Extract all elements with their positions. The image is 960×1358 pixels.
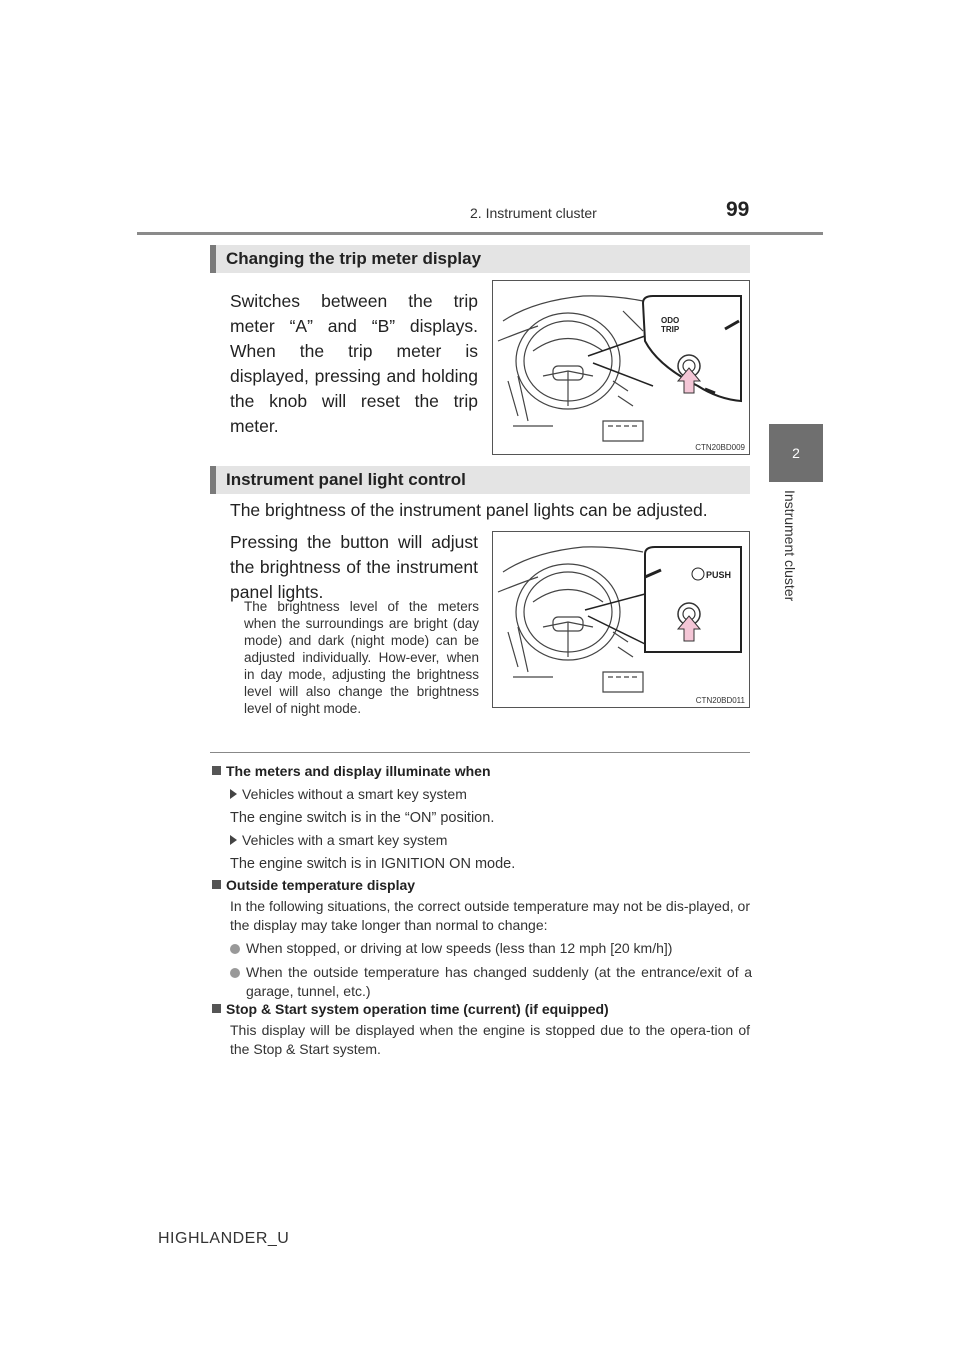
figure-code: CTN20BD011 xyxy=(695,696,745,705)
section-heading-panel-light xyxy=(210,466,750,494)
push-label: PUSH xyxy=(706,570,732,580)
note-heading-stop-start: Stop & Start system operation time (current) (if equipped) xyxy=(212,1001,609,1017)
section-heading-text: Instrument panel light control xyxy=(226,470,466,489)
section-heading-text: Changing the trip meter display xyxy=(226,249,482,268)
triangle-bullet-icon xyxy=(230,835,237,845)
square-bullet-icon xyxy=(212,880,221,889)
dot-bullet-icon xyxy=(230,968,240,978)
note-bullet: When the outside temperature has changed suddenly (at the entrance/exit of a garage, tunnel, etc.) xyxy=(230,963,752,1001)
note-subcondition: Vehicles with a smart key system xyxy=(230,832,447,848)
triangle-bullet-icon xyxy=(230,789,237,799)
page-number: 99 xyxy=(726,198,750,221)
section-heading-trip-meter xyxy=(210,245,750,273)
trip-knob-illustration xyxy=(492,280,750,455)
dashboard-steering-icon xyxy=(493,281,748,453)
dashboard-steering-icon xyxy=(493,532,748,706)
chapter-number: 2 xyxy=(792,445,800,461)
figure-code: CTN20BD009 xyxy=(695,443,745,452)
square-bullet-icon xyxy=(212,1004,221,1013)
trip-label: TRIP xyxy=(661,325,680,334)
trip-meter-description: Switches between the trip meter “A” and “B” displays. When the trip meter is displayed, pressing and holding the knob will reset the trip meter. xyxy=(230,291,478,436)
running-header-section: 2. Instrument cluster xyxy=(470,205,597,221)
square-bullet-icon xyxy=(212,766,221,775)
dot-bullet-icon xyxy=(230,944,240,954)
light-button-illustration xyxy=(492,531,750,708)
note-text: In the following situations, the correct outside temperature may not be dis-played, or the display may take longer than normal to change: xyxy=(230,898,750,933)
note-subcondition: Vehicles without a smart key system xyxy=(230,786,467,802)
footer-model: HIGHLANDER_U xyxy=(158,1230,290,1247)
panel-light-description: Pressing the button will adjust the brightness of the instrument panel lights. xyxy=(230,532,478,602)
note-text: The engine switch is in IGNITION ON mode. xyxy=(230,856,516,872)
note-text: The engine switch is in the “ON” position. xyxy=(230,810,495,826)
note-bullet: When stopped, or driving at low speeds (less than 12 mph [20 km/h]) xyxy=(230,939,752,958)
note-heading-illuminate: The meters and display illuminate when xyxy=(212,763,491,779)
chapter-title: Instrument cluster xyxy=(782,490,798,602)
panel-light-intro: The brightness of the instrument panel lights can be adjusted. xyxy=(230,500,708,520)
panel-light-note: The brightness level of the meters when the surroundings are bright (day mode) and dark (night mode) can be adjusted individually. How-ever, when in day mode, adjusting the brightness level will also change the brightness level of night mode. xyxy=(244,599,479,716)
odo-label: ODO xyxy=(661,316,680,325)
header-rule xyxy=(137,232,823,235)
note-text: This display will be displayed when the engine is stopped due to the opera-tion of the Stop & Start system. xyxy=(230,1022,750,1057)
note-heading-temperature: Outside temperature display xyxy=(212,877,415,893)
notes-divider xyxy=(210,752,750,753)
